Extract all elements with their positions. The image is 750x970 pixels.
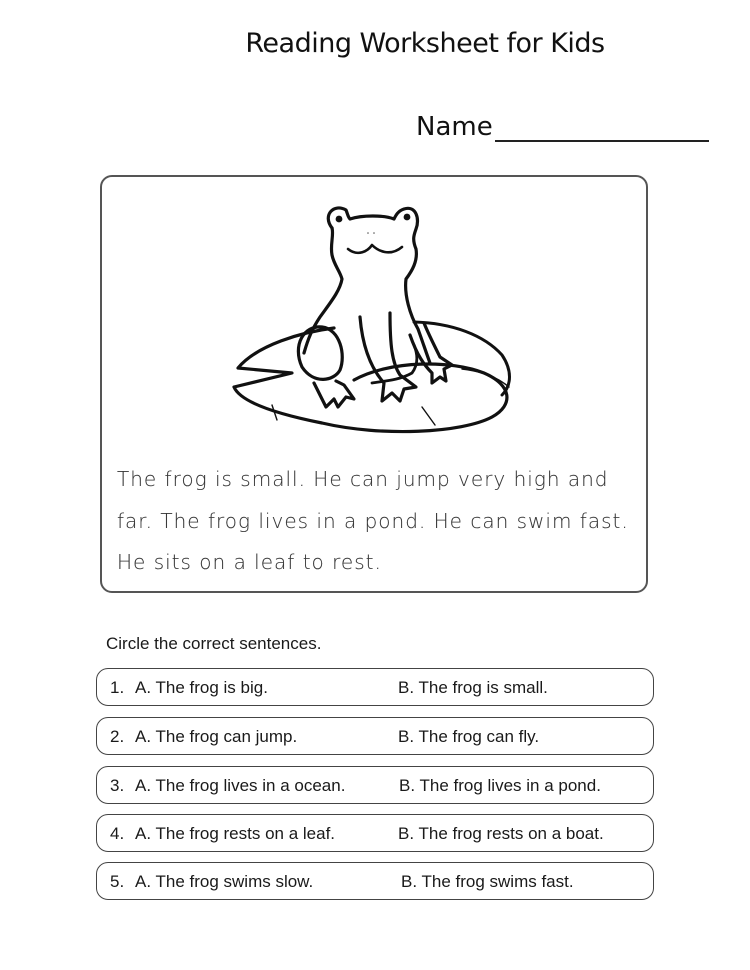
question-number: 4. xyxy=(110,824,125,843)
option-a[interactable]: A. The frog is big. xyxy=(135,678,268,697)
frog-on-lily-pad-illustration xyxy=(222,205,522,445)
worksheet-title: Reading Worksheet for Kids xyxy=(245,28,605,59)
story-line-2: far. The frog lives in a pond. He can swim fast. xyxy=(117,508,629,533)
option-a[interactable]: A. The frog swims slow. xyxy=(135,872,314,891)
question-row-1 xyxy=(96,668,654,706)
question-row-4 xyxy=(96,814,654,852)
exercise-instructions: Circle the correct sentences. xyxy=(106,634,322,653)
question-row-2 xyxy=(96,717,654,755)
story-line-3: He sits on a leaf to rest. xyxy=(117,550,382,574)
question-number: 1. xyxy=(110,678,125,697)
story-box xyxy=(100,175,648,593)
name-field[interactable] xyxy=(416,110,709,142)
name-blank-line[interactable] xyxy=(495,110,709,142)
option-b[interactable]: B. The frog is small. xyxy=(398,678,548,697)
option-b[interactable]: B. The frog can fly. xyxy=(398,727,540,746)
option-a[interactable]: A. The frog rests on a leaf. xyxy=(135,824,336,843)
frog-icon xyxy=(298,208,452,407)
option-b[interactable]: B. The frog rests on a boat. xyxy=(398,824,604,843)
option-b[interactable]: B. The frog swims fast. xyxy=(401,872,574,891)
option-b[interactable]: B. The frog lives in a pond. xyxy=(399,776,601,795)
question-row-3 xyxy=(96,766,654,804)
story-passage xyxy=(117,459,637,584)
name-label: Name xyxy=(416,112,493,142)
option-a[interactable]: A. The frog lives in a ocean. xyxy=(135,776,346,795)
story-line-1: The frog is small. He can jump very high and xyxy=(117,467,609,491)
question-number: 3. xyxy=(110,776,125,795)
question-number: 2. xyxy=(110,727,125,746)
question-row-5 xyxy=(96,862,654,900)
question-number: 5. xyxy=(110,872,125,891)
option-a[interactable]: A. The frog can jump. xyxy=(135,727,298,746)
